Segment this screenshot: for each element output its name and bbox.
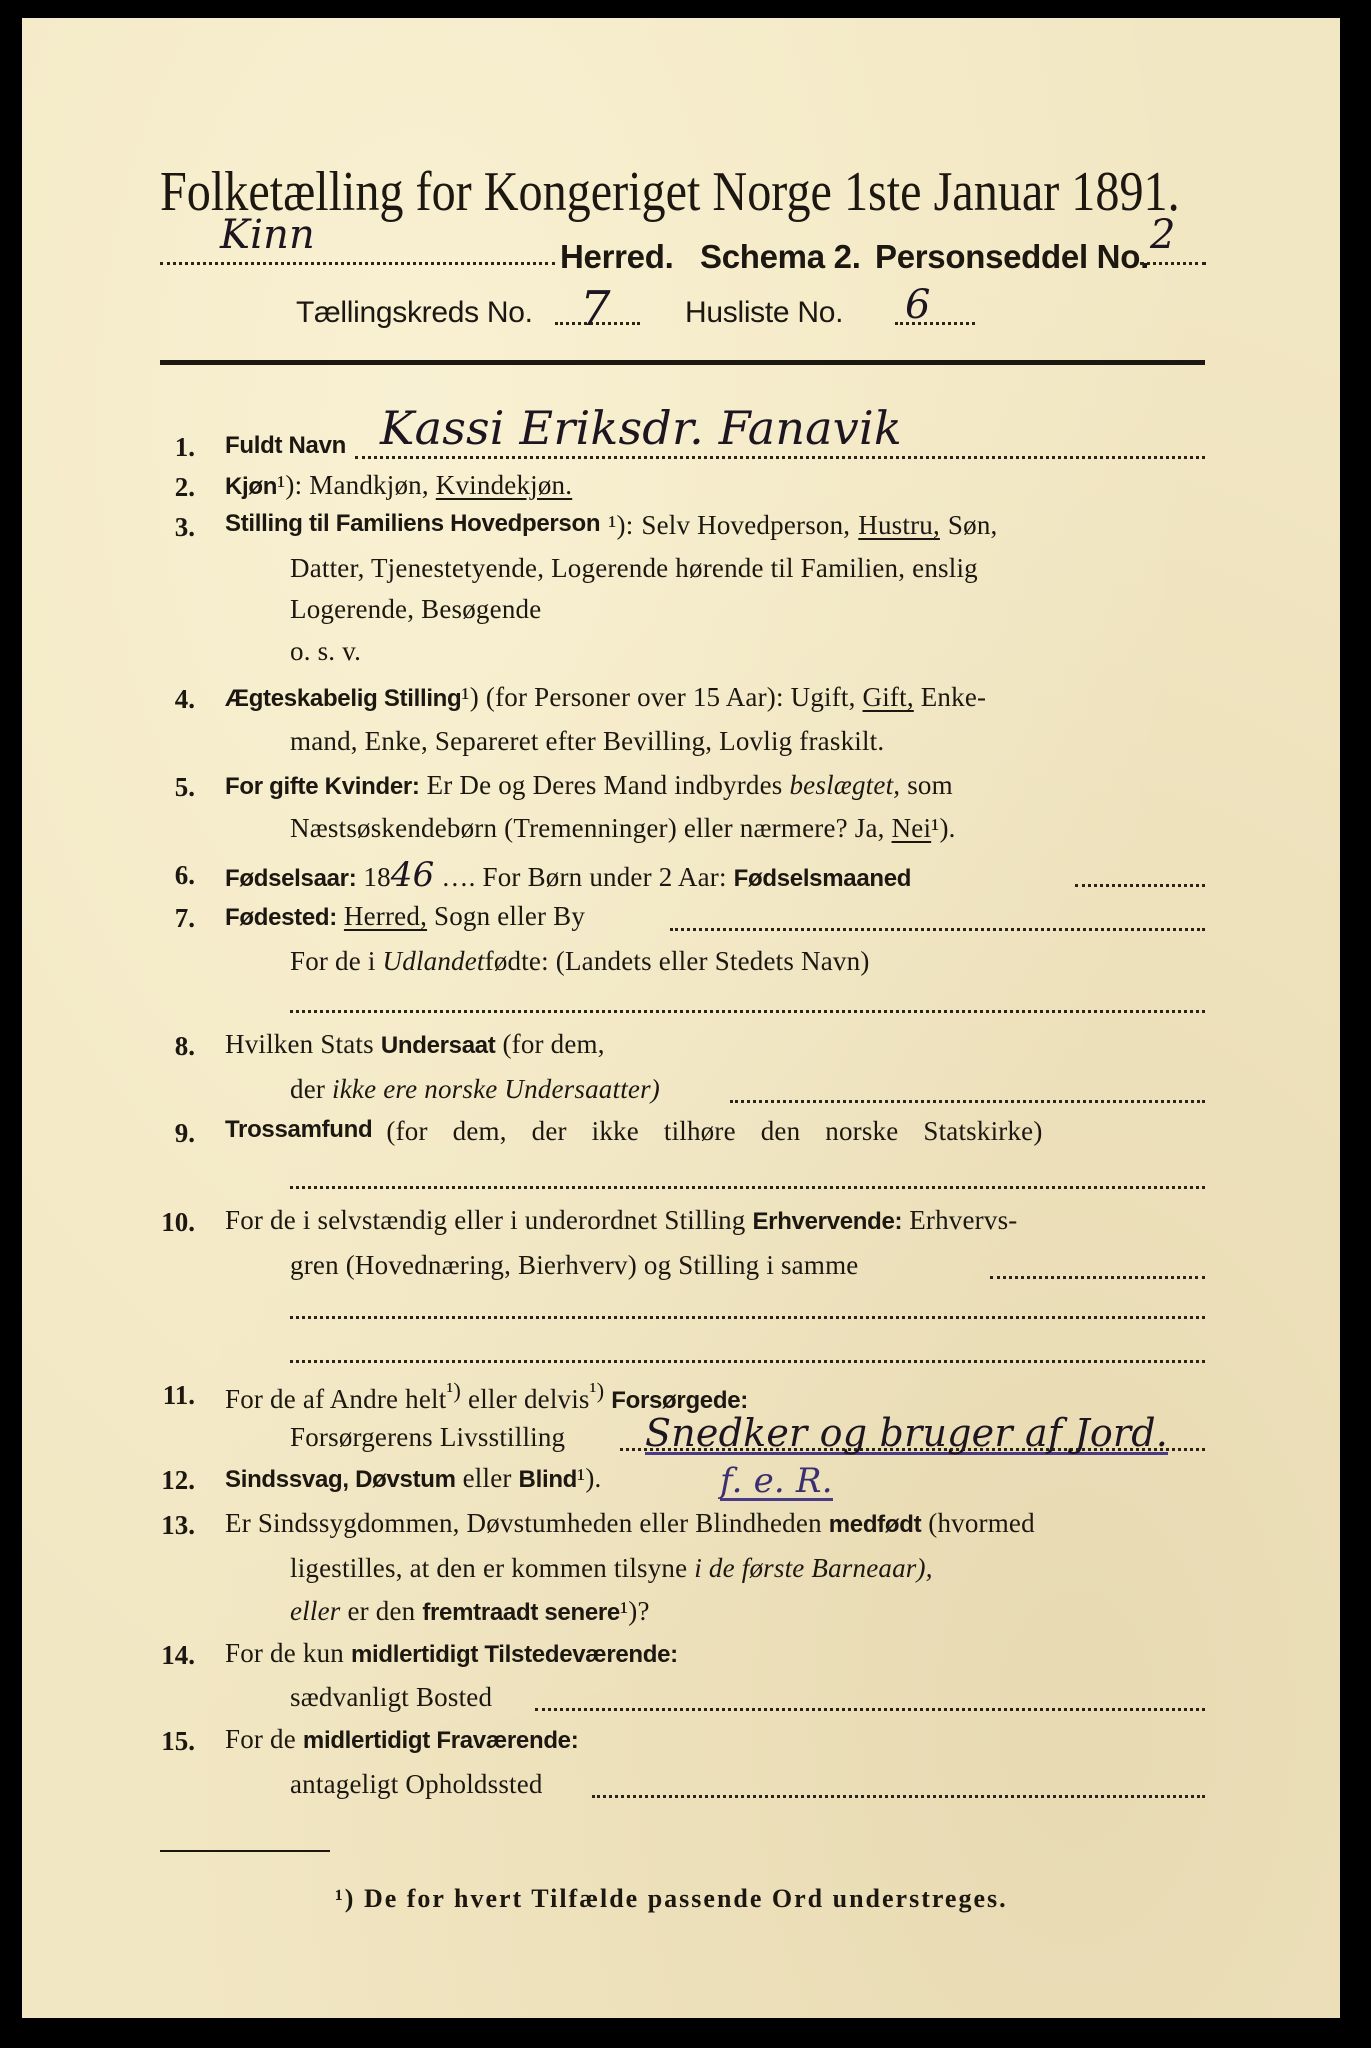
herred-label: Herred.: [560, 238, 674, 275]
item-number: 15.: [161, 1726, 195, 1756]
footnote-ref: ¹)?: [619, 1596, 650, 1626]
item-3-line-3: Logerende, Besøgende: [290, 594, 542, 624]
item-11-line-2: Forsørgerens Livsstilling: [290, 1422, 566, 1452]
full-name-value: Kassi Eriksdr. Fanavik: [380, 401, 902, 455]
personseddel-value: 2: [1150, 212, 1176, 258]
dotted-line: [535, 1708, 1205, 1711]
husliste-label: Husliste No.: [685, 296, 844, 329]
item-12-line: [225, 1463, 601, 1494]
item-number: 5.: [174, 772, 195, 802]
item-7-label: Fødested:: [225, 904, 337, 931]
item-number: 6.: [174, 860, 195, 890]
item-7-text: Sogn eller By: [433, 901, 586, 931]
item-8-line: [225, 1029, 605, 1060]
item-5-label: For gifte Kvinder:: [225, 773, 420, 800]
item-5-italic: beslægtet,: [789, 770, 901, 800]
dotted-line: [670, 928, 1205, 931]
footnote-ref: ¹): [461, 682, 479, 712]
item-number: 13.: [161, 1510, 195, 1540]
item-11-label: Forsørgede:: [611, 1387, 748, 1414]
footnote-ref: ¹): [446, 1378, 462, 1403]
dotted-line: [990, 1276, 1205, 1279]
item-8-text: der: [290, 1074, 326, 1104]
dotted-line: [160, 262, 555, 265]
footnote-rule: [160, 1850, 330, 1852]
option-hustru-underlined: Hustru,: [858, 510, 940, 540]
option-herred-underlined: Herred,: [343, 901, 428, 931]
item-4-line: [225, 682, 986, 713]
item-number: 14.: [161, 1640, 195, 1670]
item-13-line-2: [290, 1553, 933, 1584]
item-13-label-2: fremtraadt senere: [422, 1599, 620, 1626]
item-10-line: [225, 1205, 1017, 1236]
item-15-line-2: antageligt Opholdssted: [290, 1769, 543, 1799]
item-12-text: eller: [462, 1463, 512, 1493]
item-11-line: [225, 1378, 748, 1415]
item-number: 9.: [174, 1118, 195, 1148]
item-13-text: ligestilles, at den er kommen tilsyne: [290, 1553, 688, 1583]
option-mandkjon: Mandkjøn,: [309, 470, 429, 500]
item-8-line-2: [290, 1074, 660, 1105]
schema-label: Schema 2.: [700, 238, 861, 275]
item-13-label: medfødt: [828, 1511, 922, 1538]
item-5-line: [225, 770, 953, 801]
item-number: 10.: [161, 1207, 195, 1237]
item-8-label: Undersaat: [380, 1032, 496, 1059]
dotted-line: [1075, 884, 1205, 887]
census-form: [22, 18, 1340, 2018]
dotted-line: [730, 1100, 1205, 1103]
personseddel-label: Personseddel No.: [875, 238, 1149, 275]
option-son: Søn,: [947, 510, 998, 540]
item-number: 2.: [174, 472, 195, 502]
item-2-label: Kjøn: [225, 473, 278, 500]
item-14-line: [225, 1638, 678, 1669]
option-kvindekjon-underlined: Kvindekjøn.: [435, 470, 573, 500]
item-1-label: Fuldt Navn: [225, 432, 346, 459]
taellingskreds-value: 7: [580, 281, 611, 337]
item-5-text: Næstsøskendebørn (Tremenninger) eller nærmere? Ja,: [290, 813, 885, 843]
year-prefix: 18: [363, 862, 391, 892]
item-5-line-2: [290, 813, 956, 844]
item-4-text: (for Personer over 15 Aar): Ugift,: [485, 682, 856, 712]
dotted-line: [290, 1010, 1205, 1013]
footnote: ¹) De for hvert Tilfælde passende Ord understreges.: [335, 1884, 1008, 1913]
item-number: 8.: [174, 1031, 195, 1061]
item-15-line: [225, 1724, 578, 1755]
header-rule: [160, 360, 1205, 365]
item-number: 4.: [174, 684, 195, 714]
item-15-label: midlertidigt Fraværende:: [302, 1727, 579, 1754]
item-10-label: Erhvervende:: [752, 1208, 903, 1235]
birth-year-value: 46: [390, 855, 435, 895]
item-13-line-3: [290, 1596, 650, 1627]
dotted-line: [290, 1360, 1205, 1363]
item-13-text: er den: [347, 1596, 416, 1626]
item-7-text: For de i: [290, 946, 376, 976]
form-title: Folketælling for Kongeriget Norge 1ste Januar 1891.: [160, 161, 1180, 223]
item-14-text: For de kun: [225, 1638, 344, 1668]
item-12-label-2: Blind: [518, 1466, 578, 1493]
item-4-label: Ægteskabelig Stilling: [225, 685, 462, 712]
item-6-text: For Børn under 2 Aar:: [482, 862, 727, 892]
item-9-label: Trossamfund: [225, 1116, 373, 1143]
footnote-ref: ¹): [589, 1378, 605, 1403]
dotted-line: [355, 456, 1205, 459]
item-10-text: For de i selvstændig eller i underordnet Stilling: [225, 1205, 746, 1235]
item-9-text: (for dem, der ikke tilhøre den norske Statskirke): [386, 1116, 1043, 1146]
item-13-italic: i de første Barneaar),: [694, 1553, 933, 1583]
item-3-line: [225, 510, 1205, 541]
item-13-italic: eller: [290, 1596, 341, 1626]
item-12-label: Sindssvag, Døvstum: [225, 1466, 456, 1493]
item-6-label: Fødselsaar:: [225, 865, 357, 892]
dotted-line: [592, 1795, 1205, 1798]
item-number: 1.: [174, 432, 195, 462]
dotted-line: [290, 1316, 1205, 1319]
footnote-ref: ¹).: [931, 813, 956, 843]
husliste-value: 6: [905, 282, 931, 328]
dotted-line: [1140, 262, 1206, 265]
item-11-text: For de af Andre helt: [225, 1384, 447, 1414]
item-15-text: For de: [225, 1724, 296, 1754]
dotted-fill: ….: [434, 862, 483, 892]
item-14-label: midlertidigt Tilstedeværende:: [350, 1641, 678, 1668]
footnote-ref: ¹):: [608, 510, 634, 540]
item-10-line-2: gren (Hovednæring, Bierhverv) og Stilling i samme: [290, 1250, 859, 1280]
item-4-text: Enke-: [920, 682, 987, 712]
item-14-line-2: sædvanligt Bosted: [290, 1682, 493, 1712]
item-number: 3.: [174, 512, 195, 542]
item-2-line: [225, 470, 572, 501]
footnote-ref: ¹):: [277, 470, 303, 500]
item-5-text: Er De og Deres Mand indbyrdes: [426, 770, 783, 800]
item-3-label: Stilling til Familiens Hovedperson: [225, 510, 601, 537]
item-8-italic: ikke ere norske Undersaatter): [332, 1074, 660, 1104]
herred-value: Kinn: [220, 212, 315, 258]
dotted-line: [290, 1186, 1205, 1189]
item-3-line-4: o. s. v.: [290, 636, 362, 666]
item-13-text: Er Sindssygdommen, Døvstumheden eller Blindheden: [225, 1508, 822, 1538]
footnote-ref: ¹).: [577, 1463, 602, 1493]
option-selv: Selv Hovedperson,: [641, 510, 851, 540]
item-number: 12.: [161, 1465, 195, 1495]
item-3-line-2: Datter, Tjenestetyende, Logerende hørende til Familien, enslig: [290, 553, 978, 583]
option-nei-underlined: Nei: [891, 813, 932, 843]
item-7-line: [225, 901, 585, 932]
taellingskreds-label: Tællingskreds No.: [296, 296, 533, 329]
option-gift-underlined: Gift,: [862, 682, 914, 712]
item-10-text: Erhvervs-: [909, 1205, 1018, 1235]
item-5-text: som: [907, 770, 953, 800]
sindssvag-value: f. e. R.: [720, 1461, 833, 1501]
item-4-line-2: mand, Enke, Separeret efter Bevilling, Lovlig fraskilt.: [290, 726, 885, 756]
item-number: 7.: [174, 903, 195, 933]
item-6-label-2: Fødselsmaaned: [733, 865, 912, 892]
item-7-italic: Udlandet: [382, 946, 485, 976]
item-6-line: [225, 855, 912, 895]
item-11-text: eller delvis: [468, 1384, 590, 1414]
item-7-text: fødte: (Landets eller Stedets Navn): [484, 946, 870, 976]
item-number: 11.: [162, 1380, 195, 1410]
forsorger-livsstilling-value: Snedker og bruger af Jord.: [645, 1411, 1169, 1455]
item-8-text: (for dem,: [502, 1029, 605, 1059]
item-13-text: (hvormed: [928, 1508, 1035, 1538]
item-9-line: [225, 1116, 1205, 1147]
item-8-text: Hvilken Stats: [225, 1029, 374, 1059]
item-13-line: [225, 1508, 1035, 1539]
item-7-line-2: [290, 946, 870, 977]
